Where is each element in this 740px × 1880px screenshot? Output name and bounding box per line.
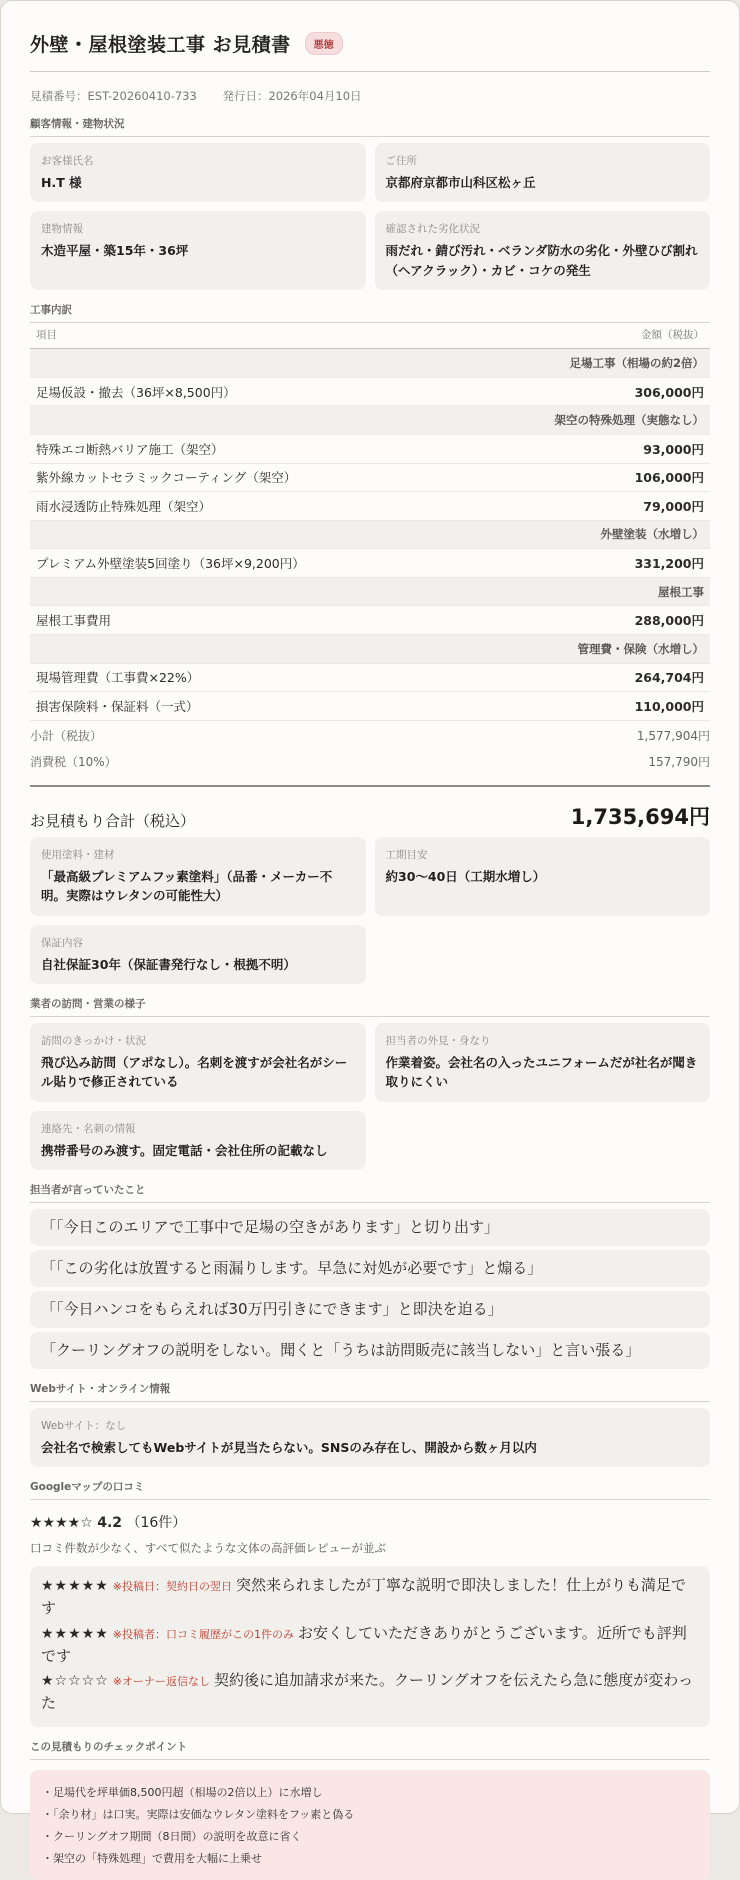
item-name: 現場管理費（工事費×22%） <box>30 663 557 692</box>
subtotal-label: 小計（税抜） <box>30 729 103 744</box>
card-label: 建物情報 <box>41 223 83 236</box>
item-name: 屋根工事費用 <box>30 606 557 635</box>
review-item <box>41 1622 699 1668</box>
customer-address-card <box>375 143 711 202</box>
item-amount: 110,000円 <box>557 692 710 721</box>
review-tag: ※投稿者：口コミ履歴がこの1件のみ <box>112 1627 294 1641</box>
item-name: 足場仮設・撤去（36坪×8,500円） <box>30 377 557 406</box>
review-tag: ※投稿日：契約日の翌日 <box>112 1580 232 1594</box>
total-row <box>30 785 710 835</box>
contact-info: 携帯番号のみ渡す。固定電話・会社住所の記載なし <box>41 1142 328 1158</box>
appearance-card <box>375 1023 711 1102</box>
review-text: 突然来られましたが丁寧な説明で即決しました！仕上がりも満足です <box>41 1576 686 1618</box>
col-item-header: 項目 <box>30 323 557 349</box>
web-info: 会社名で検索してもWebサイトが見当たらない。SNSのみ存在し、開設から数ヶ月以内 <box>41 1440 537 1456</box>
quotes-list <box>30 1209 710 1369</box>
review-stars: ★★★★★ <box>41 1578 109 1595</box>
review-text: お安くしていただきありがとうございます。近所でも評判です <box>41 1623 687 1665</box>
table-row <box>30 692 710 721</box>
item-name: 紫外線カットセラミックコーティング（架空） <box>30 463 557 492</box>
section-customer-title: 顧客情報・建物状況 <box>30 116 710 137</box>
card-label: 保証内容 <box>41 936 83 949</box>
group-header-row <box>30 520 710 549</box>
table-row <box>30 663 710 692</box>
section-web-title: Webサイト・オンライン情報 <box>30 1381 710 1402</box>
table-row <box>30 377 710 406</box>
section-breakdown-title: 工事内訳 <box>30 302 710 323</box>
visit-grid <box>30 1023 710 1170</box>
period-card <box>375 837 711 916</box>
quote-item: 「「今日このエリアで工事中で足場の空きがあります」と切り出す」 <box>30 1209 710 1246</box>
group-header-row <box>30 577 710 606</box>
paint-info: 「最高級プレミアムフッ素塗料」（品番・メーカー不明。実際はウレタンの可能性大） <box>41 868 333 904</box>
card-label: 訪問のきっかけ・状況 <box>41 1034 146 1047</box>
item-name: 特殊エコ断熱バリア施工（架空） <box>30 434 557 463</box>
review-item <box>41 1574 699 1620</box>
rating-stars: ★★★★☆ <box>30 1515 93 1532</box>
total-label: お見積もり合計（税込） <box>30 811 196 830</box>
header <box>30 25 710 61</box>
rating-summary <box>30 1506 710 1540</box>
checkpoints-box <box>30 1770 710 1880</box>
quote-item: 「「この劣化は放置すると雨漏りします。早急に対処が必要です」と煽る」 <box>30 1250 710 1287</box>
item-name: プレミアム外壁塗装5回塗り（36坪×9,200円） <box>30 549 557 578</box>
group-label: 架空の特殊処理（実態なし） <box>30 406 710 435</box>
issue-date: 発行日：2026年04月10日 <box>222 89 362 103</box>
card-label: ご住所 <box>385 155 417 167</box>
group-label: 足場工事（相場の約2倍） <box>30 349 710 378</box>
group-header-row <box>30 349 710 378</box>
estimate-meta <box>30 72 710 116</box>
checkpoint-item: ・架空の「特殊処理」で費用を大幅に上乗せ <box>42 1851 262 1865</box>
review-text: 契約後に追加請求が来た。クーリングオフを伝えたら急に態度が変わった <box>41 1671 694 1713</box>
warranty-card <box>30 925 366 984</box>
estimate-number: 見積番号：EST-20260410-733 <box>30 89 197 103</box>
damage-card <box>375 211 711 290</box>
web-card <box>30 1408 710 1467</box>
period-info: 約30〜40日（工期水増し） <box>385 868 546 884</box>
review-tag: ※オーナー返信なし <box>112 1675 210 1689</box>
page-title: 外壁・屋根塗装工事 お見積書 <box>30 33 291 56</box>
section-visit-title: 業者の訪問・営業の様子 <box>30 996 710 1017</box>
tax-label: 消費税（10%） <box>30 755 117 770</box>
customer-grid <box>30 143 710 290</box>
group-label: 外壁塗装（水増し） <box>30 520 710 549</box>
details-grid <box>30 837 710 984</box>
damage-info: 雨だれ・錆び汚れ・ベランダ防水の劣化・外壁ひび割れ（ヘアクラック）・カビ・コケの発生 <box>385 243 698 278</box>
card-label: 確認された劣化状況 <box>385 223 480 236</box>
review-note: 口コミ件数が少なく、すべて似たような文体の高評価レビューが並ぶ <box>30 1541 387 1556</box>
item-amount: 79,000円 <box>557 492 710 521</box>
group-header-row <box>30 406 710 435</box>
checkpoint-item: ・足場代を坪単価8,500円超（相場の2倍以上）に水増し <box>42 1785 323 1799</box>
paint-card <box>30 837 366 916</box>
item-amount: 306,000円 <box>557 377 710 406</box>
tax-row <box>30 749 710 775</box>
customer-name-card <box>30 143 366 202</box>
group-label: 屋根工事 <box>30 577 710 606</box>
subtotal-row <box>30 723 710 749</box>
table-row <box>30 606 710 635</box>
card-label: 工期目安 <box>385 848 428 861</box>
appearance-info: 作業着姿。会社名の入ったユニフォームだが社名が聞き取りにくい <box>385 1054 698 1090</box>
reviews-box <box>30 1566 710 1727</box>
item-amount: 106,000円 <box>557 463 710 492</box>
quote-item: 「クーリングオフの説明をしない。聞くと「うちは訪問販売に該当しない」と言い張る」 <box>30 1332 710 1369</box>
review-stars: ★★★★★ <box>41 1625 109 1642</box>
table-row <box>30 434 710 463</box>
rating-count: （16件） <box>126 1515 187 1532</box>
section-checkpoints-title: この見積もりのチェックポイント <box>30 1739 710 1760</box>
item-amount: 288,000円 <box>557 606 710 635</box>
section-said-title: 担当者が言っていたこと <box>30 1182 710 1203</box>
card-label: 使用塗料・建材 <box>41 848 115 861</box>
card-label: お客様氏名 <box>41 155 94 167</box>
visit-trigger: 飛び込み訪問（アポなし）。名刺を渡すが会社名がシール貼りで修正されている <box>41 1054 348 1090</box>
subtotal-value: 1,577,904円 <box>636 729 710 744</box>
warranty-info: 自社保証30年（保証書発行なし・根拠不明） <box>41 956 296 972</box>
checkpoint-item: ・クーリングオフ期間（8日間）の説明を故意に省く <box>42 1829 302 1843</box>
rating-value: 4.2 <box>97 1515 123 1532</box>
item-amount: 93,000円 <box>557 434 710 463</box>
building-card <box>30 211 366 290</box>
table-row <box>30 549 710 578</box>
review-item <box>41 1669 699 1715</box>
card-label: Webサイト：なし <box>41 1420 127 1433</box>
visit-trigger-card <box>30 1023 366 1102</box>
table-header-row <box>30 323 710 349</box>
tax-value: 157,790円 <box>648 755 710 770</box>
card-label: 担当者の外見・身なり <box>385 1034 491 1047</box>
review-stars: ★☆☆☆☆ <box>41 1673 109 1690</box>
customer-name: H.T 様 <box>41 175 82 190</box>
status-badge: 悪徳 <box>305 32 343 55</box>
group-label: 管理費・保険（水増し） <box>30 635 710 664</box>
breakdown-body <box>30 349 710 721</box>
item-amount: 331,200円 <box>557 549 710 578</box>
total-value: 1,735,694円 <box>570 804 710 829</box>
contact-card <box>30 1111 366 1170</box>
quote-item: 「「今日ハンコをもらえれば30万円引きにできます」と即決を迫る」 <box>30 1291 710 1328</box>
item-amount: 264,704円 <box>557 663 710 692</box>
item-name: 雨水浸透防止特殊処理（架空） <box>30 492 557 521</box>
card-label: 連絡先・名刺の情報 <box>41 1122 136 1135</box>
checkpoint-item: ・「余り材」は口実。実際は安価なウレタン塗料をフッ素と偽る <box>42 1807 355 1821</box>
customer-address: 京都府京都市山科区松ヶ丘 <box>385 175 536 190</box>
table-row <box>30 463 710 492</box>
table-row <box>30 492 710 521</box>
breakdown-table <box>30 323 710 721</box>
item-name: 損害保険料・保証料（一式） <box>30 692 557 721</box>
building-info: 木造平屋・築15年・36坪 <box>41 243 189 259</box>
section-google-title: Googleマップの口コミ <box>30 1479 710 1500</box>
col-amount-header: 金額（税抜） <box>557 323 710 349</box>
group-header-row <box>30 635 710 664</box>
